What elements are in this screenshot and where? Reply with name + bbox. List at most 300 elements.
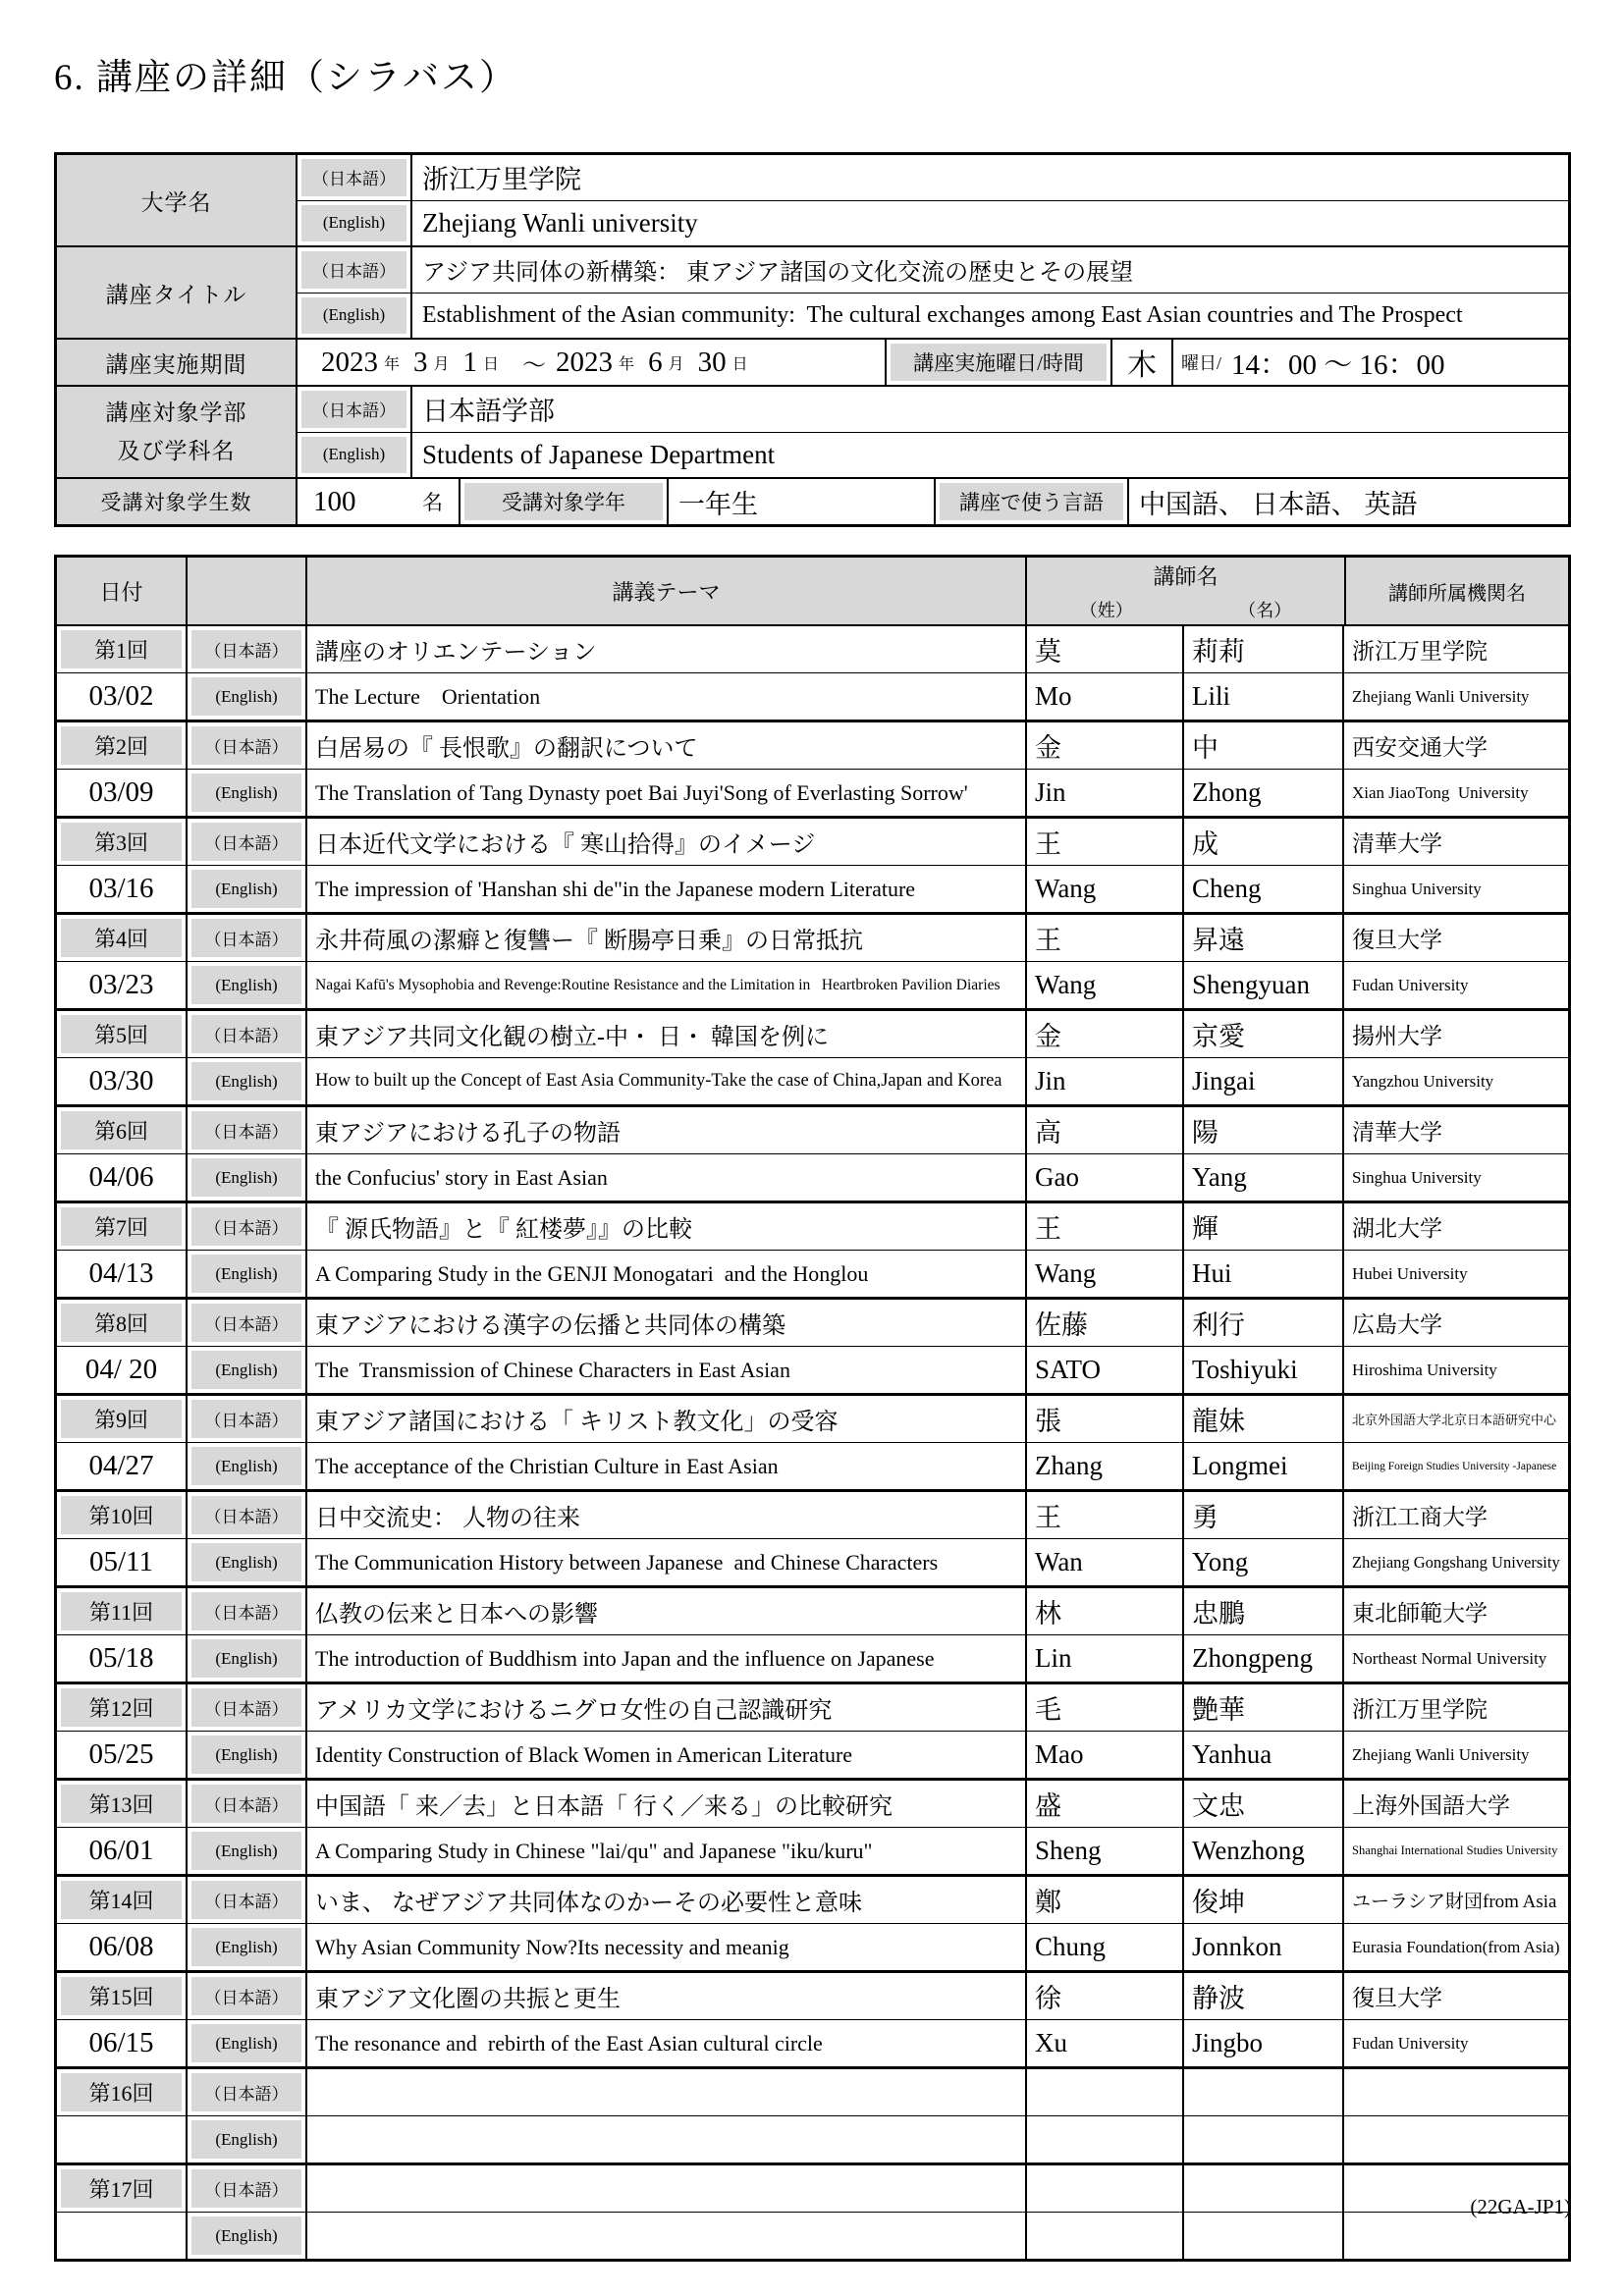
lecture-date: 04/06: [57, 1154, 188, 1201]
schedule-rows: [57, 626, 1568, 2259]
lecture-number-cell: [57, 1396, 188, 1442]
lecture-number-cell: [57, 1781, 188, 1827]
lecture-theme-ja: 中国語「 来／去」と日本語「 行く／来る」の比較研究: [307, 1781, 1027, 1827]
language-tag: [188, 722, 307, 769]
department-label-line2: 及び学科名: [117, 439, 236, 463]
lecturer-surname-ja: [1027, 2069, 1184, 2115]
lecture-theme-ja: 永井荷風の潔癖と復讐ー『 断腸亭日乗』の日常抵抗: [307, 915, 1027, 961]
lecturer-given-name-ja: 文忠: [1184, 1781, 1344, 1827]
language-tag: [298, 247, 412, 293]
language-tag-ja: （日本語）: [191, 1881, 301, 1919]
lecturer-institution-en: Shanghai International Studies University: [1352, 1843, 1558, 1857]
lecture-number-cell: [57, 819, 188, 865]
period-tilde: ～: [522, 352, 547, 379]
language-tag: [188, 1588, 307, 1634]
lecture-theme-en: Identity Construction of Black Women in American Literature: [307, 1732, 1027, 1778]
lecture-number: 第4回: [61, 919, 182, 957]
lecturer-column-header: [1027, 558, 1346, 624]
course-title-label: 講座タイトル: [57, 247, 298, 338]
date-column-header: 日付: [57, 558, 188, 624]
language-tag-ja: （日本語）: [191, 1111, 301, 1149]
lecturer-institution-ja: 復旦大学: [1352, 928, 1442, 952]
language-tag-ja: （日本語）: [191, 919, 301, 957]
lecturer-surname-ja: 鄭: [1027, 1877, 1184, 1923]
lecture-date: 05/11: [57, 1539, 188, 1585]
time-value-cell: [1173, 340, 1568, 385]
lecture-number-cell: [57, 2069, 188, 2115]
lecturer-surname-ja: 張: [1027, 1396, 1184, 1442]
lecturer-institution-ja: 浙江工商大学: [1352, 1505, 1488, 1529]
lecture-theme-ja: 東アジア諸国における「 キリスト教文化」の受容: [307, 1396, 1027, 1442]
lecturer-institution-ja: 浙江万里学院: [1352, 1697, 1488, 1722]
lecture-theme-ja: 日中交流史： 人物の往来: [307, 1492, 1027, 1538]
language-tag: [188, 1347, 307, 1393]
schedule-row: [57, 1781, 1568, 1877]
lecturer-surname-en: Wan: [1027, 1539, 1184, 1585]
language-tag: [298, 433, 412, 478]
lecture-theme-en: [307, 2116, 1027, 2163]
lecture-number-cell: [57, 1203, 188, 1250]
language-tag: [188, 1011, 307, 1057]
lecture-number: 第10回: [61, 1496, 182, 1534]
language-tag-ja: （日本語）: [301, 251, 406, 289]
lecture-number-cell: [57, 1588, 188, 1634]
language-tag-en: (English): [191, 2120, 301, 2159]
lecture-theme-ja: 白居易の『 長恨歌』の翻訳について: [307, 722, 1027, 769]
period-value: [298, 340, 887, 385]
university-name-en: Zhejiang Wanli university: [422, 207, 698, 238]
lecture-date: 04/13: [57, 1251, 188, 1297]
lecturer-surname-ja: 莫: [1027, 626, 1184, 672]
schedule-row: [57, 1011, 1568, 1107]
lecturer-given-name-en: Hui: [1184, 1251, 1344, 1297]
lecturer-surname-ja: 徐: [1027, 1973, 1184, 2019]
lecture-number: 第8回: [61, 1304, 182, 1342]
student-count: 100: [313, 485, 356, 517]
lecturer-surname-en: Mao: [1027, 1732, 1184, 1778]
lecturer-surname-en: Sheng: [1027, 1828, 1184, 1874]
lecturer-given-name-en: Lili: [1184, 673, 1344, 720]
lecturer-institution-ja: 東北師範大学: [1352, 1601, 1488, 1626]
lecture-number: 第14回: [61, 1881, 182, 1919]
lecturer-institution-en: Northeast Normal University: [1352, 1648, 1547, 1668]
lecturer-given-name-en: Wenzhong: [1184, 1828, 1344, 1874]
lecture-date: [57, 2213, 188, 2259]
language-tag: [188, 1539, 307, 1585]
lecture-theme-ja: アメリカ文学におけるニグロ女性の自己認識研究: [307, 1684, 1027, 1731]
lecture-number: 第13回: [61, 1785, 182, 1823]
lecturer-given-name-en: Yanhua: [1184, 1732, 1344, 1778]
period-section: [57, 340, 1568, 387]
lecture-number-cell: [57, 1684, 188, 1731]
lecture-theme-ja: 『 源氏物語』と『 紅楼夢』』の比較: [307, 1203, 1027, 1250]
schedule-row: [57, 1492, 1568, 1588]
language-tag: [188, 2069, 307, 2115]
lecture-theme-ja: [307, 2069, 1027, 2115]
lecturer-surname-ja: 林: [1027, 1588, 1184, 1634]
lecturer-institution-ja: 上海外国語大学: [1352, 1793, 1510, 1818]
student-count-label: 受講対象学生数: [57, 479, 298, 524]
lecturer-surname-ja: 王: [1027, 915, 1184, 961]
period-label: 講座実施期間: [57, 340, 298, 385]
lecturer-given-name-en: [1184, 2116, 1344, 2163]
lecture-theme-ja: 東アジア共同文化観の樹立-中・ 日・ 韓国を例に: [307, 1011, 1027, 1057]
lecturer-surname-ja: 王: [1027, 819, 1184, 865]
schedule-row: [57, 915, 1568, 1011]
student-count-cell: [298, 479, 460, 524]
surname-header: （姓）: [1079, 600, 1133, 620]
time-range: 14：00 ～ 16：00: [1231, 348, 1445, 381]
lecture-theme-ja: 仏教の伝来と日本への影響: [307, 1588, 1027, 1634]
lecture-theme-en: A Comparing Study in the GENJI Monogatari and the Honglou: [307, 1251, 1027, 1297]
lecturer-given-name-ja: 成: [1184, 819, 1344, 865]
lecturer-given-name-en: Yong: [1184, 1539, 1344, 1585]
lecturer-institution-en: [1344, 2213, 1568, 2259]
lecture-date: 03/30: [57, 1058, 188, 1104]
language-tag: [188, 1924, 307, 1970]
lecture-number: 第3回: [61, 823, 182, 861]
lecturer-surname-en: Wang: [1027, 866, 1184, 912]
language-tag-ja: （日本語）: [191, 1785, 301, 1823]
language-tag-en: (English): [301, 297, 406, 335]
lecture-number: 第5回: [61, 1015, 182, 1053]
language-tag: [188, 1635, 307, 1682]
lecturer-surname-ja: 高: [1027, 1107, 1184, 1153]
lecturer-given-name-en: Jingai: [1184, 1058, 1344, 1104]
lecturer-given-name-en: Yang: [1184, 1154, 1344, 1201]
lecturer-surname-ja: 王: [1027, 1203, 1184, 1250]
year-unit: 年: [619, 355, 635, 373]
given-name-header: （名）: [1238, 600, 1292, 620]
page-title: 6. 講座の詳細（シラバス）: [54, 58, 517, 98]
grade-value: 一年生: [669, 479, 936, 524]
period-end-year: 2023: [556, 346, 614, 378]
institution-column-header: 講師所属機関名: [1346, 558, 1568, 624]
language-tag-ja: （日本語）: [191, 1977, 301, 2015]
schedule-row: [57, 1877, 1568, 1973]
lecture-date: 04/ 20: [57, 1347, 188, 1393]
lecture-theme-en: The Translation of Tang Dynasty poet Bai Juyi'Song of Everlasting Sorrow': [307, 770, 1027, 816]
university-label: 大学名: [57, 155, 298, 245]
lecturer-given-name-ja: 静波: [1184, 1973, 1344, 2019]
lecture-theme-en: Why Asian Community Now?Its necessity and meanig: [307, 1924, 1027, 1970]
language-tag: [188, 2116, 307, 2163]
language-tag-ja: （日本語）: [191, 1496, 301, 1534]
lecture-number: 第17回: [61, 2169, 182, 2208]
lecturer-institution-en: Fudan University: [1352, 975, 1469, 994]
language-tag-ja: （日本語）: [191, 726, 301, 765]
language-tag: [188, 1877, 307, 1923]
department-label: [57, 387, 298, 477]
theme-column-header: 講義テーマ: [307, 558, 1027, 624]
language-tag-ja: （日本語）: [191, 1592, 301, 1630]
lecturer-institution-ja: ユーラシア財団from Asia: [1352, 1892, 1557, 1912]
lecture-theme-en: How to built up the Concept of East Asia Community-Take the case of China,Japan and Korea: [307, 1058, 1027, 1104]
lecturer-given-name-ja: 陽: [1184, 1107, 1344, 1153]
students-section: [57, 479, 1568, 524]
language-tag-en: (English): [191, 1351, 301, 1389]
lecture-theme-en: Nagai Kafū's Mysophobia and Revenge:Routine Resistance and the Limitation in Heartbroken Pavilion Diaries: [307, 962, 1027, 1008]
lecturer-given-name-en: Jonnkon: [1184, 1924, 1344, 1970]
lecture-date: 03/09: [57, 770, 188, 816]
lecture-number-cell: [57, 722, 188, 769]
schedule-row: [57, 1588, 1568, 1684]
language-tag: [188, 819, 307, 865]
lecturer-given-name-ja: 利行: [1184, 1300, 1344, 1346]
lecture-date: 04/27: [57, 1443, 188, 1489]
language-tag: [188, 1396, 307, 1442]
lecturer-institution-en: [1344, 2116, 1568, 2163]
lecture-date: 03/16: [57, 866, 188, 912]
course-title-ja: アジア共同体の新構築： 東アジア諸国の文化交流の歴史とその展望: [422, 260, 1134, 287]
language-tag: [188, 866, 307, 912]
course-languages: 中国語、 日本語、 英語: [1139, 489, 1418, 519]
lecture-theme-en: the Confucius' story in East Asian: [307, 1154, 1027, 1201]
lecturer-surname-ja: 毛: [1027, 1684, 1184, 1731]
lecture-number: 第16回: [61, 2073, 182, 2111]
language-tag: [188, 2020, 307, 2066]
schedule-row: [57, 722, 1568, 819]
language-tag: [188, 1058, 307, 1104]
lecturer-institution-en: Hiroshima University: [1352, 1360, 1497, 1379]
language-tag-en: (English): [191, 2024, 301, 2062]
lecturer-surname-en: Jin: [1027, 770, 1184, 816]
language-tag: [298, 155, 412, 200]
lecturer-given-name-ja: 俊坤: [1184, 1877, 1344, 1923]
university-name-ja: 浙江万里学院: [422, 165, 581, 195]
lecturer-surname-ja: 佐藤: [1027, 1300, 1184, 1346]
lecturer-given-name-en: [1184, 2213, 1344, 2259]
lecturer-given-name-ja: 中: [1184, 722, 1344, 769]
department-section: [57, 387, 1568, 479]
lecture-date: 06/15: [57, 2020, 188, 2066]
lecture-date: 03/23: [57, 962, 188, 1008]
course-title-en: Establishment of the Asian community: The cultural exchanges among East Asian countries and The Prospect: [422, 301, 1463, 328]
lecturer-institution-en: Singhua University: [1352, 1167, 1482, 1187]
weekday-time-label-cell: [887, 340, 1112, 385]
language-tag: [188, 1684, 307, 1731]
lecture-number: 第1回: [61, 630, 182, 668]
language-tag-ja: （日本語）: [191, 823, 301, 861]
lecturer-institution-ja: 揚州大学: [1352, 1024, 1442, 1048]
lecture-theme-en: The impression of 'Hanshan shi de"in the Japanese modern Literature: [307, 866, 1027, 912]
lecturer-surname-en: Wang: [1027, 962, 1184, 1008]
language-tag-en: (English): [191, 1832, 301, 1870]
lecturer-surname-ja: 王: [1027, 1492, 1184, 1538]
lecture-date: 06/01: [57, 1828, 188, 1874]
period-end-month: 6: [648, 346, 663, 378]
schedule-row: [57, 819, 1568, 915]
language-tag: [188, 770, 307, 816]
lecturer-institution-en: Zhejiang Wanli University: [1352, 686, 1530, 706]
language-tag-en: (English): [191, 774, 301, 812]
language-tag: [298, 201, 412, 246]
lecture-theme-en: The acceptance of the Christian Culture in East Asian: [307, 1443, 1027, 1489]
lecturer-surname-en: Zhang: [1027, 1443, 1184, 1489]
language-tag-en: (English): [191, 1928, 301, 1966]
lecture-number-cell: [57, 1877, 188, 1923]
lecture-theme-ja: 日本近代文学における『 寒山拾得』のイメージ: [307, 819, 1027, 865]
language-tag: [188, 1251, 307, 1297]
lecture-number-cell: [57, 1492, 188, 1538]
lecturer-surname-ja: 金: [1027, 722, 1184, 769]
lecturer-given-name-ja: 忠鵬: [1184, 1588, 1344, 1634]
language-tag-ja: （日本語）: [191, 1400, 301, 1438]
language-tag: [188, 1300, 307, 1346]
lecturer-institution-en: Eurasia Foundation(from Asia): [1352, 1937, 1560, 1956]
language-tag-en: (English): [191, 677, 301, 716]
lecture-theme-en: The resonance and rebirth of the East Asian cultural circle: [307, 2020, 1027, 2066]
language-tag-ja: （日本語）: [191, 1688, 301, 1727]
lecture-theme-en: A Comparing Study in Chinese "lai/qu" and Japanese "iku/kuru": [307, 1828, 1027, 1874]
lecturer-institution-en: Singhua University: [1352, 879, 1482, 898]
lecture-number-cell: [57, 626, 188, 672]
lecturer-surname-ja: 金: [1027, 1011, 1184, 1057]
lecture-number: 第7回: [61, 1207, 182, 1246]
language-tag-ja: （日本語）: [191, 1015, 301, 1053]
language-tag-ja: （日本語）: [191, 1207, 301, 1246]
language-tag-ja: （日本語）: [191, 630, 301, 668]
lecturer-institution-ja: [1344, 2069, 1568, 2115]
lecture-number: 第12回: [61, 1688, 182, 1727]
lecturer-given-name-ja: 昇遠: [1184, 915, 1344, 961]
language-tag: [188, 915, 307, 961]
weekday-value: 木: [1112, 340, 1173, 385]
month-unit: 月: [668, 355, 684, 373]
lecture-date: 05/25: [57, 1732, 188, 1778]
language-tag: [188, 673, 307, 720]
lecture-number-cell: [57, 1011, 188, 1057]
language-tag-ja: （日本語）: [191, 1304, 301, 1342]
language-tag-ja: （日本語）: [301, 391, 406, 428]
department-label-line1: 講座対象学部: [105, 400, 247, 425]
schedule-header-row: [57, 558, 1568, 626]
day-unit: 日: [483, 355, 500, 373]
schedule-table: [54, 555, 1571, 2262]
lecture-theme-ja: 東アジアにおける孔子の物語: [307, 1107, 1027, 1153]
language-tag: [188, 1443, 307, 1489]
language-tag-en: (English): [191, 870, 301, 908]
lecture-theme-en: The Transmission of Chinese Characters in East Asian: [307, 1347, 1027, 1393]
lecture-theme-en: The introduction of Buddhism into Japan and the influence on Japanese: [307, 1635, 1027, 1682]
language-tag-en: (English): [191, 1158, 301, 1197]
schedule-row: [57, 1203, 1568, 1300]
lecturer-institution-ja: 復旦大学: [1352, 1986, 1442, 2010]
lecture-theme-ja: 東アジアにおける漢字の伝播と共同体の構築: [307, 1300, 1027, 1346]
lecture-theme-ja: いま、 なぜアジア共同体なのかーその必要性と意味: [307, 1877, 1027, 1923]
course-language-label: 講座で使う言語: [940, 483, 1123, 520]
schedule-row: [57, 2069, 1568, 2165]
lecture-number-cell: [57, 1107, 188, 1153]
lecture-date: 06/08: [57, 1924, 188, 1970]
lecturer-institution-ja: 浙江万里学院: [1352, 639, 1488, 664]
lecture-number-cell: [57, 1973, 188, 2019]
lecturer-institution-en: Yangzhou University: [1352, 1071, 1494, 1091]
university-section: [57, 155, 1568, 247]
language-tag-en: (English): [191, 1543, 301, 1581]
department-ja: 日本語学部: [422, 397, 555, 427]
language-tag: [188, 1732, 307, 1778]
period-end-day: 30: [697, 346, 727, 378]
lecturer-surname-en: Wang: [1027, 1251, 1184, 1297]
period-start-month: 3: [413, 346, 428, 378]
lecturer-institution-en: Hubei University: [1352, 1263, 1468, 1283]
lecturer-given-name-en: Toshiyuki: [1184, 1347, 1344, 1393]
course-info-table: [54, 152, 1571, 527]
weekday-suffix: 曜日/: [1181, 353, 1222, 373]
lecture-date: [57, 2116, 188, 2163]
lecturer-surname-en: [1027, 2116, 1184, 2163]
language-tag: [188, 1492, 307, 1538]
lecturer-institution-en: Xian JiaoTong University: [1352, 782, 1529, 802]
lecture-theme-en: The Communication History between Japanese and Chinese Characters: [307, 1539, 1027, 1585]
period-start-year: 2023: [321, 346, 378, 378]
lecturer-given-name-en: Cheng: [1184, 866, 1344, 912]
language-tag: [188, 1828, 307, 1874]
form-code: (22GA-JP1): [1470, 2195, 1571, 2218]
language-tag-en: (English): [191, 1062, 301, 1100]
lecturer-surname-en: Gao: [1027, 1154, 1184, 1201]
language-tag-en: (English): [191, 2216, 301, 2255]
lecture-number-cell: [57, 915, 188, 961]
lecturer-given-name-ja: 勇: [1184, 1492, 1344, 1538]
lecture-date: 03/02: [57, 673, 188, 720]
lecturer-surname-en: Chung: [1027, 1924, 1184, 1970]
lecturer-institution-en: Zhejiang Gongshang University: [1352, 1552, 1560, 1572]
lecturer-surname-en: Mo: [1027, 673, 1184, 720]
lecturer-given-name-ja: 莉莉: [1184, 626, 1344, 672]
language-tag: [298, 294, 412, 339]
lecture-theme-ja: 東アジア文化圏の共振と更生: [307, 1973, 1027, 2019]
lecturer-institution-en: Fudan University: [1352, 2033, 1469, 2053]
schedule-row: [57, 1396, 1568, 1492]
period-start-day: 1: [462, 346, 478, 378]
lecturer-given-name-en: Zhong: [1184, 770, 1344, 816]
language-column-header: [188, 558, 307, 624]
course-language-label-cell: [936, 479, 1129, 524]
language-tag: [188, 1154, 307, 1201]
language-tag-en: (English): [191, 1639, 301, 1678]
lecturer-surname-en: SATO: [1027, 1347, 1184, 1393]
course-title-section: [57, 247, 1568, 340]
schedule-row: [57, 1973, 1568, 2069]
lecturer-given-name-ja: 輝: [1184, 1203, 1344, 1250]
lecturer-institution-en: Zhejiang Wanli University: [1352, 1744, 1530, 1764]
lecturer-institution-ja: 清華大学: [1352, 831, 1442, 856]
language-tag-en: (English): [191, 1447, 301, 1485]
lecturer-institution-ja: 西安交通大学: [1352, 735, 1488, 760]
schedule-row: [57, 626, 1568, 722]
language-tag: [188, 1107, 307, 1153]
lecturer-institution-ja: 湖北大学: [1352, 1216, 1442, 1241]
month-unit: 月: [433, 355, 450, 373]
language-tag-ja: （日本語）: [191, 2169, 301, 2208]
language-tag: [188, 962, 307, 1008]
lecture-theme-en: [307, 2213, 1027, 2259]
student-count-unit: 名: [422, 491, 443, 514]
lecturer-institution-en: Beijing Foreign Studies University -Japanese: [1352, 1460, 1557, 1472]
language-tag: [188, 1973, 307, 2019]
lecture-number-cell: [57, 1300, 188, 1346]
lecture-theme-en: The Lecture Orientation: [307, 673, 1027, 720]
department-en: Students of Japanese Department: [422, 439, 776, 469]
lecturer-surname-ja: 盛: [1027, 1781, 1184, 1827]
lecturer-surname-en: Jin: [1027, 1058, 1184, 1104]
language-tag-ja: （日本語）: [191, 2073, 301, 2111]
schedule-row: [57, 1107, 1568, 1203]
lecturer-surname-en: [1027, 2213, 1184, 2259]
lecture-theme-ja: 講座のオリエンテーション: [307, 626, 1027, 672]
